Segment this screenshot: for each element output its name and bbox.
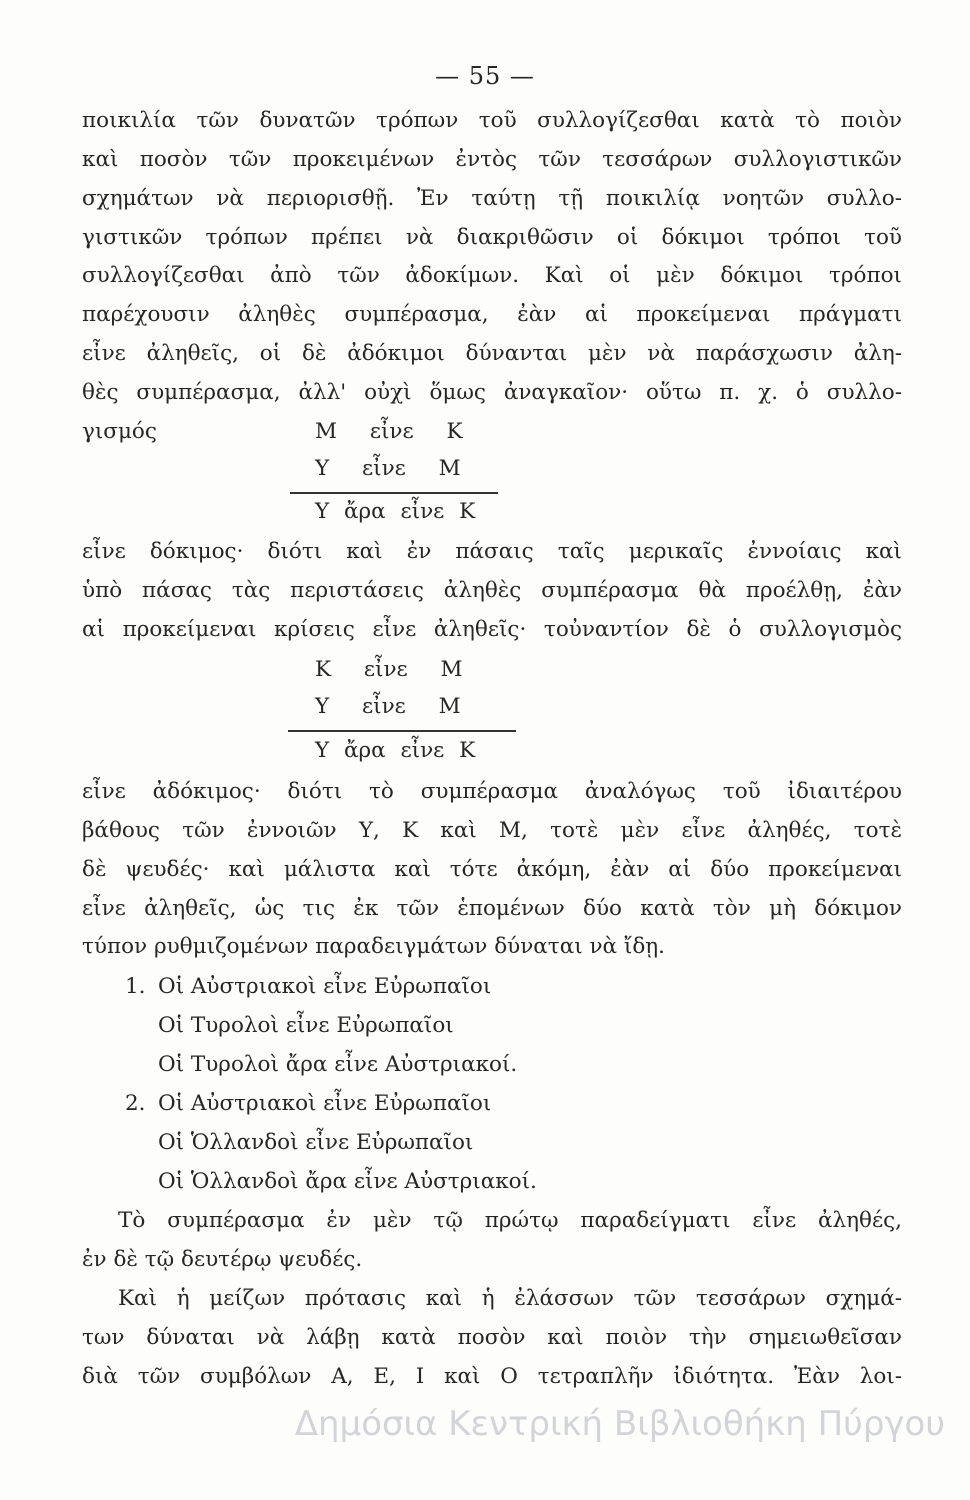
text-line: βάθους τῶν ἐννοιῶν Υ, Κ καὶ Μ, τοτὲ μὲν εἶνε ἀληθές, τοτὲ — [82, 818, 902, 843]
example-line: Οἱ Αὐστριακοὶ εἶνε Εὐρωπαῖοι — [158, 1091, 492, 1116]
text-line: δὲ ψευδές· καὶ μάλιστα καὶ τότε ἀκόμη, ἐὰν αἱ δύο προκείμεναι — [82, 857, 902, 882]
text-line: σχημάτων νὰ περιορισθῇ. Ἐν ταύτῃ τῇ ποικιλίᾳ νοητῶν συλλο- — [82, 186, 902, 211]
text-line: εἶνε ἀληθεῖς, οἱ δὲ ἀδόκιμοι δύνανται μὲν νὰ παράσχωσιν ἀλη- — [82, 341, 902, 366]
example-number: 1. — [125, 974, 146, 999]
text-line: εἶνε ἀληθεῖς, ὡς τις ἐκ τῶν ἑπομένων δύο κατὰ τὸν μὴ δόκιμον — [82, 896, 902, 921]
text-line: ὑπὸ πάσας τὰς περιστάσεις ἀληθὲς συμπέρασμα θὰ προέλθῃ, ἐὰν — [82, 578, 902, 603]
example-number: 2. — [125, 1091, 146, 1116]
syllogism2-rule — [288, 730, 516, 732]
text-line: τύπον ρυθμιζομένων παραδειγμάτων δύναται νὰ ἴδῃ. — [82, 934, 665, 959]
text-line: ποικιλία τῶν δυνατῶν τρόπων τοῦ συλλογίζεσθαι κατὰ τὸ ποιὸν — [82, 108, 902, 133]
text-line: των δύναται νὰ λάβῃ κατὰ ποσὸν καὶ ποιὸν τὴν σημειωθεῖσαν — [82, 1325, 902, 1350]
text-line: εἶνε δόκιμος· διότι καὶ ἐν πάσαις ταῖς μερικαῖς ἐννοίαις καὶ — [82, 539, 902, 564]
syllogism1-premise1: Μ εἶνε Κ — [315, 419, 463, 444]
text-line: καὶ ποσὸν τῶν προκειμένων ἐντὸς τῶν τεσσάρων συλλογιστικῶν — [82, 147, 902, 172]
syllogism2-conclusion: Υ ἄρα εἶνε Κ — [315, 738, 476, 763]
text-line: αἱ προκείμεναι κρίσεις εἶνε ἀληθεῖς· τοὐναντίον δὲ ὁ συλλογισμὸς — [82, 617, 902, 642]
syllogism1-conclusion: Υ ἄρα εἶνε Κ — [315, 499, 476, 524]
page-number: — 55 — — [435, 62, 535, 90]
text-line: εἶνε ἀδόκιμος· διότι τὸ συμπέρασμα ἀναλόγως τοῦ ἰδιαιτέρου — [82, 779, 902, 804]
library-watermark: Δημόσια Κεντρική Βιβλιοθήκη Πύργου — [294, 1404, 945, 1444]
example-line: Οἱ Τυρολοὶ ἄρα εἶνε Αὐστριακοί. — [158, 1052, 518, 1077]
syllogism1-premise2: Υ εἶνε Μ — [315, 456, 461, 481]
syllogism2-premise2: Υ εἶνε Μ — [315, 694, 461, 719]
syllogism-lead-word: γισμός — [82, 419, 157, 444]
example-line: Οἱ Ὁλλανδοὶ εἶνε Εὐρωπαῖοι — [158, 1130, 474, 1155]
text-line: θὲς συμπέρασμα, ἀλλ' οὐχὶ ὅμως ἀναγκαῖον· οὕτω π. χ. ὁ συλλο- — [82, 380, 902, 405]
text-line: Καὶ ἡ μείζων πρότασις καὶ ἡ ἐλάσσων τῶν τεσσάρων σχημά- — [118, 1286, 902, 1311]
syllogism1-rule — [290, 492, 498, 494]
example-line: Οἱ Τυρολοὶ εἶνε Εὐρωπαῖοι — [158, 1013, 454, 1038]
example-line: Οἱ Αὐστριακοὶ εἶνε Εὐρωπαῖοι — [158, 974, 492, 999]
text-line: ἐν δὲ τῷ δευτέρῳ ψευδές. — [82, 1247, 363, 1272]
text-line: παρέχουσιν ἀληθὲς συμπέρασμα, ἐὰν αἱ προκείμεναι πράγματι — [82, 302, 902, 327]
text-line: συλλογίζεσθαι ἀπὸ τῶν ἀδοκίμων. Καὶ οἱ μὲν δόκιμοι τρόποι — [82, 263, 902, 288]
example-line: Οἱ Ὁλλανδοὶ ἄρα εἶνε Αὐστριακοί. — [158, 1169, 537, 1194]
text-line: διὰ τῶν συμβόλων Α, Ε, Ι καὶ Ο τετραπλῆν ἰδιότητα. Ἐὰν λοι- — [82, 1364, 902, 1389]
syllogism2-premise1: Κ εἶνε Μ — [315, 657, 463, 682]
text-line: Τὸ συμπέρασμα ἐν μὲν τῷ πρώτῳ παραδείγματι εἶνε ἀληθές, — [118, 1208, 902, 1233]
text-line: γιστικῶν τρόπων πρέπει νὰ διακριθῶσιν οἱ δόκιμοι τρόποι τοῦ — [82, 225, 902, 250]
